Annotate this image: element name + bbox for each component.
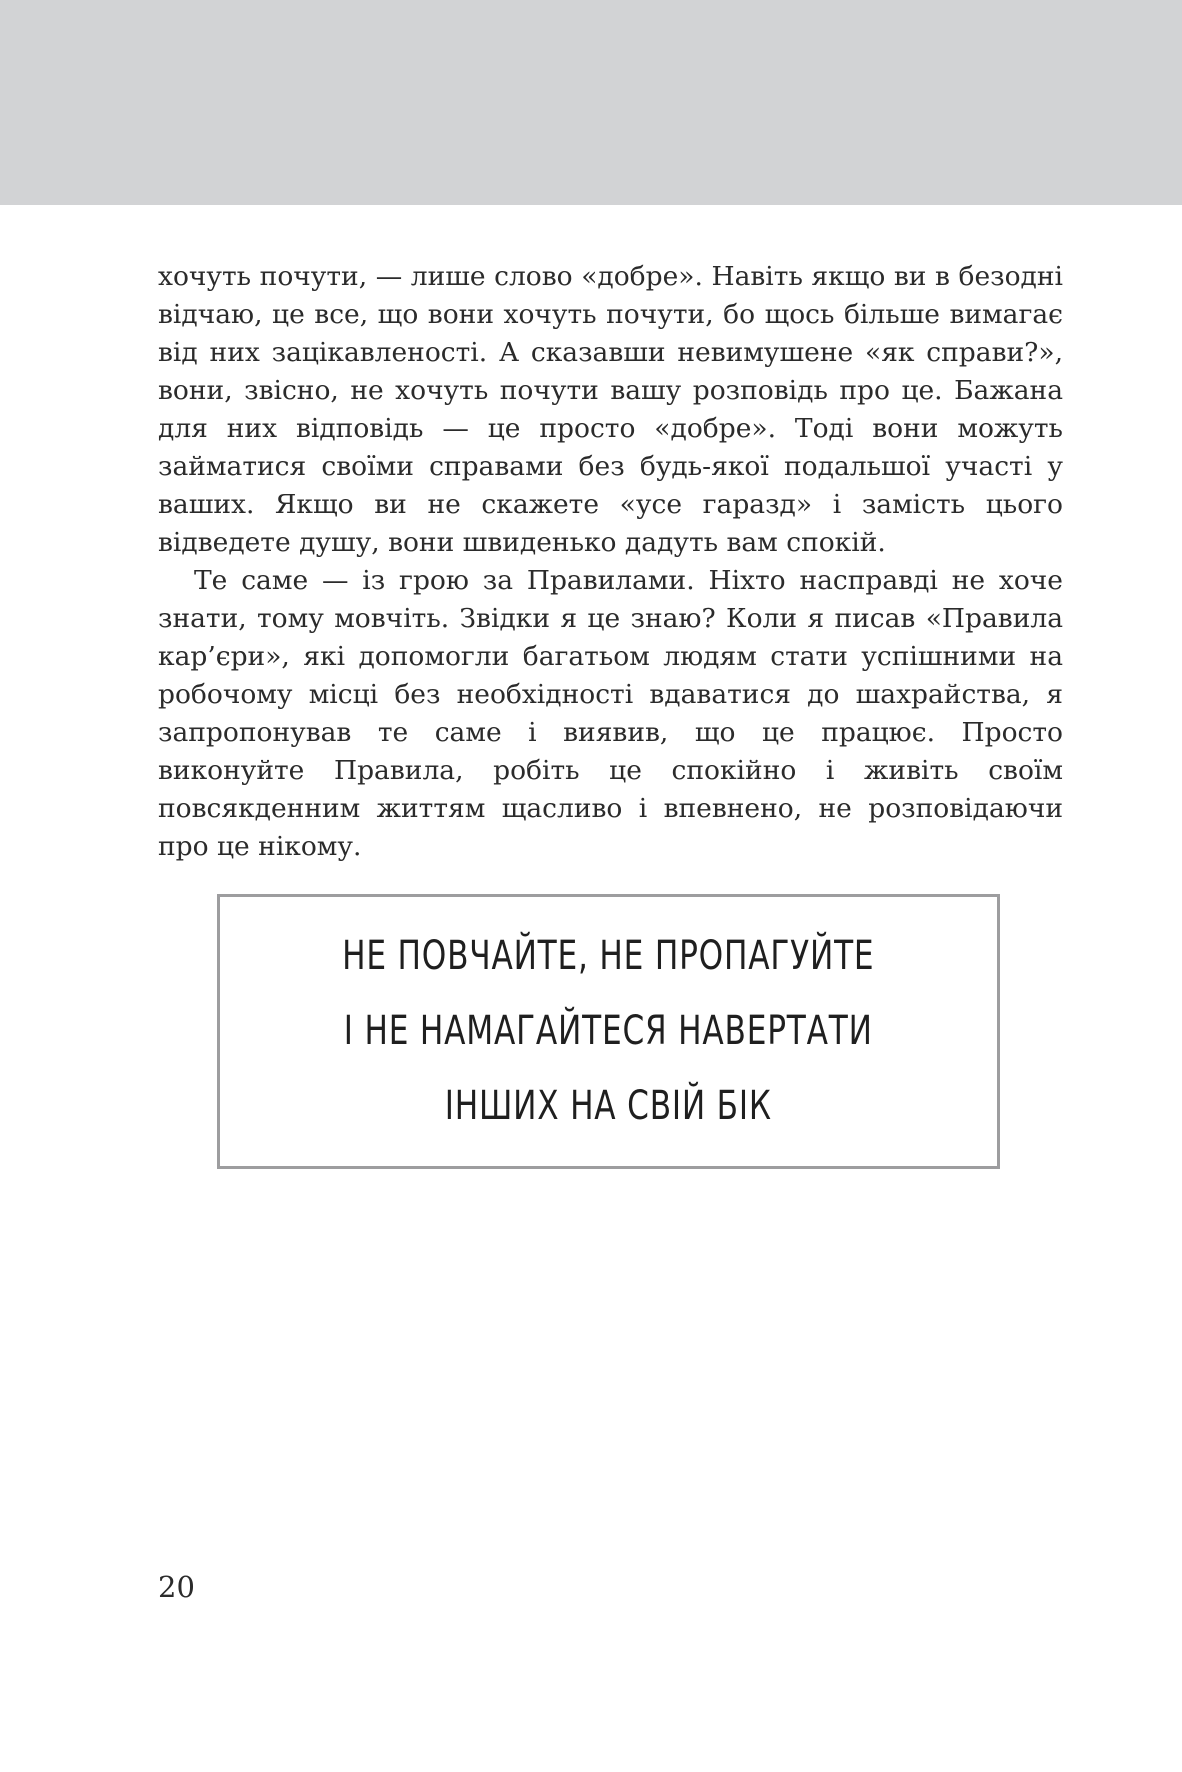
paragraph-2: Те саме — із грою за Правилами. Ніхто насправді не хоче знати, тому мовчіть. Звідки я це знаю? Коли я писав «Правила кар’єри», які допомогли багатьом людям стати успішними на робочому місці без необхідності вдаватися до шахрайства, я запропонував те саме і виявив, що це працює. Просто виконуйте Правила, робіть це спокійно і живіть своїм повсякденним життям щасливо і впевнено, не розповідаючи про це нікому. <box>158 565 1063 862</box>
header-band <box>0 0 1182 205</box>
paragraph-1: хочуть почути, — лише слово «добре». Навіть якщо ви в безодні відчаю, це все, що вони хочуть почути, бо щось більше вимагає від них зацікавленості. А сказавши невимушене «як справи?», вони, звісно, не хочуть почути вашу розповідь про це. Бажана для них відповідь — це просто «добре». Тоді вони можуть займатися своїми справами без будь-якої подальшої участі у ваших. Якщо ви не скажете «усе гаразд» і замість цього відведете душу, вони швиденько дадуть вам спокій. <box>158 261 1063 558</box>
callout-line-1: НЕ ПОВЧАЙТЕ, НЕ ПРОПАГУЙТЕ <box>342 933 875 979</box>
callout-line-2: І НЕ НАМАГАЙТЕСЯ НАВЕРТАТИ <box>344 1008 873 1054</box>
callout-box <box>217 894 1000 1169</box>
page-number: 20 <box>158 1570 195 1604</box>
body-text <box>158 258 1063 866</box>
callout-text <box>342 919 874 1144</box>
callout-line-3: ІНШИХ НА СВІЙ БІК <box>444 1083 773 1129</box>
